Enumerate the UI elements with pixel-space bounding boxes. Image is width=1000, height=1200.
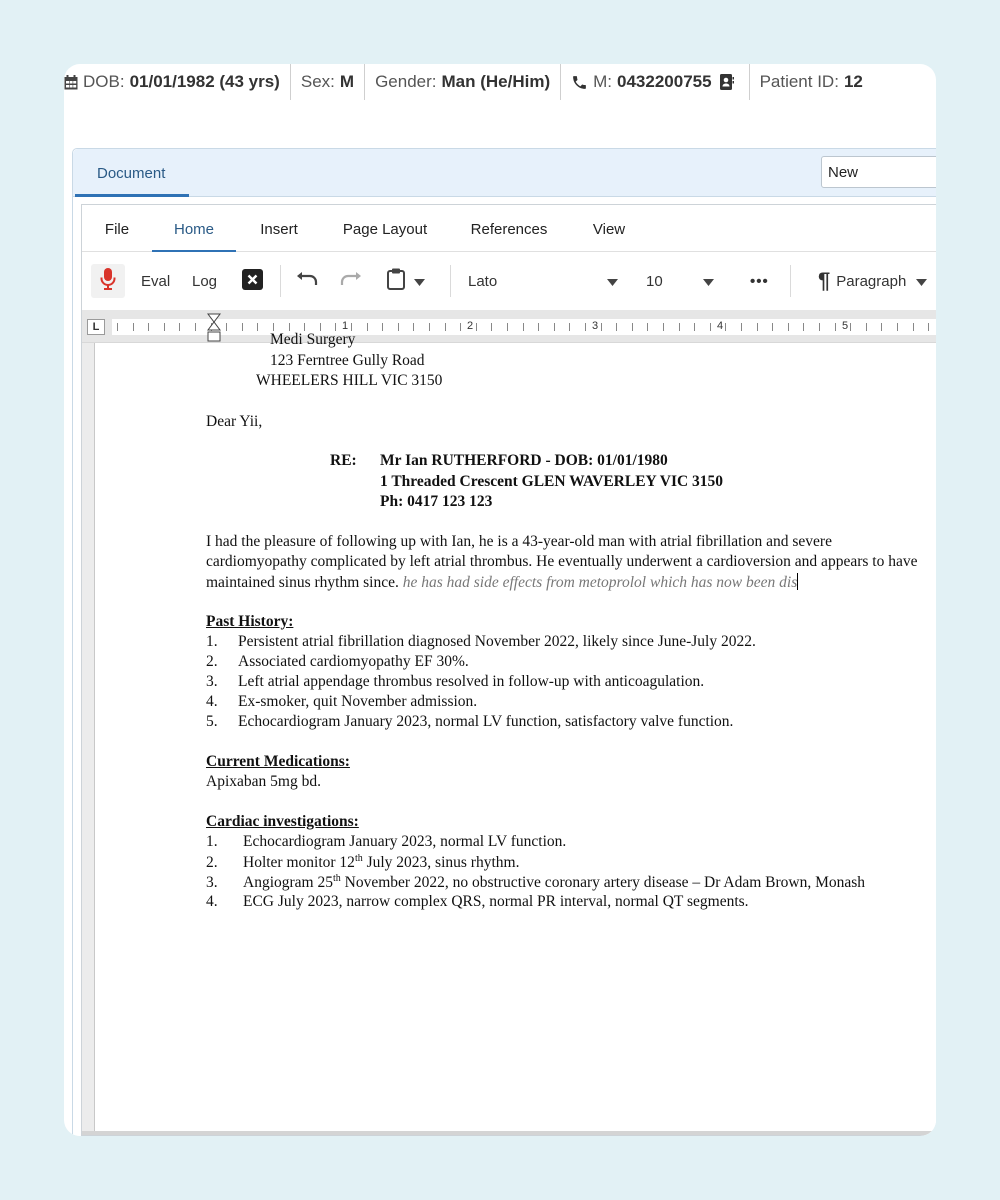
ruler-number: 4 [717, 320, 724, 332]
ruler-tick [788, 323, 789, 331]
medications-text: Apixaban 5mg bd. [206, 773, 321, 790]
dob-value: 01/01/1982 (43 yrs) [129, 72, 280, 91]
ruler-tick [429, 323, 430, 331]
menu-file[interactable] [82, 205, 152, 251]
ruler-tick [632, 323, 633, 331]
more-icon: ••• [750, 272, 769, 290]
ruler-tick [351, 323, 352, 331]
re-patient-address: 1 Threaded Crescent GLEN WAVERLEY VIC 3150 [380, 473, 724, 490]
close-box-icon [242, 269, 263, 294]
text-cursor [797, 573, 798, 590]
ruler-tick [741, 323, 742, 331]
salutation: Dear Yii, [206, 413, 263, 430]
sex-segment [291, 64, 365, 100]
address-city: WHEELERS HILL VIC 3150 [256, 372, 443, 389]
list-item [206, 833, 566, 851]
horizontal-ruler [82, 310, 936, 343]
font-size-select[interactable] [646, 252, 714, 310]
ruler-tick [835, 323, 836, 331]
list-item [206, 653, 469, 671]
ruler-number: 3 [592, 320, 599, 332]
ruler-tick [257, 323, 258, 331]
ruler-tick [850, 323, 851, 331]
list-text: Ex-smoker, quit November admission. [238, 693, 478, 710]
ruler-tick [585, 323, 586, 331]
ruler-tick [694, 323, 695, 331]
re-patient-phone: Ph: 0417 123 123 [380, 493, 493, 510]
patient-id-label: Patient ID: [759, 72, 839, 91]
more-options-button[interactable] [750, 252, 769, 310]
ruler-number: 1 [342, 320, 349, 332]
ruler-tick [928, 323, 929, 331]
phone-icon [571, 74, 588, 91]
list-item [206, 853, 519, 872]
app-card [64, 64, 936, 1136]
ruler-tick [866, 323, 867, 331]
past-history-heading: Past History: [206, 613, 294, 630]
ruler-tick [710, 323, 711, 331]
document-page[interactable] [82, 331, 936, 1136]
toolbar-separator [450, 265, 451, 297]
ruler-tick [179, 323, 180, 331]
re-label: RE: [330, 452, 357, 469]
ruler-tick [569, 323, 570, 331]
medications-heading: Current Medications: [206, 753, 350, 770]
list-text: November 2022, no obstructive coronary artery disease – Dr Adam Brown, Monash [340, 874, 866, 892]
editor-menubar [82, 205, 936, 252]
list-number: 2. [206, 653, 218, 670]
intro-line-3-text: maintained sinus rhythm since. [206, 574, 399, 591]
ruler-tick [242, 323, 243, 331]
ruler-tick [289, 323, 290, 331]
tab-document-label: Document [97, 165, 166, 182]
ruler-tick [647, 323, 648, 331]
tab-document[interactable] [73, 149, 189, 196]
ruler-tick [803, 323, 804, 331]
menu-home-label: Home [173, 221, 214, 238]
ruler-tick [601, 323, 602, 331]
ruler-tick [460, 323, 461, 331]
menu-home[interactable] [152, 205, 236, 251]
toolbar-separator [790, 265, 791, 297]
list-item [206, 693, 477, 711]
ruler-tick [757, 323, 758, 331]
contact-card-icon[interactable] [720, 74, 734, 90]
clear-button[interactable] [242, 252, 263, 310]
ruler-number: 2 [467, 320, 474, 332]
ruler-tick [881, 323, 882, 331]
list-number: 4. [206, 893, 218, 910]
ruler-tick [226, 323, 227, 331]
ordinal-suffix: th [354, 853, 363, 864]
font-family-select[interactable] [468, 252, 618, 310]
font-family-value: Lato [468, 272, 498, 290]
ruler-tick [195, 323, 196, 331]
paragraph-style-value: Paragraph [836, 272, 907, 290]
sex-value: M [339, 72, 355, 91]
menu-page-layout-label: Page Layout [342, 221, 428, 238]
clipboard-icon [386, 268, 406, 294]
patient-info-bar [64, 64, 936, 100]
menu-view[interactable] [570, 205, 648, 251]
list-text: Echocardiogram January 2023, normal LV function. [243, 833, 567, 850]
menu-references[interactable] [448, 205, 570, 251]
undo-icon [296, 271, 318, 291]
ruler-tick [897, 323, 898, 331]
list-text: Angiogram 25 [243, 874, 333, 892]
calendar-icon [64, 75, 78, 90]
ruler-tick [117, 323, 118, 331]
ruler-tick [382, 323, 383, 331]
ruler-tick [476, 323, 477, 331]
list-text: July 2023, sinus rhythm. [362, 854, 520, 872]
ruler-number: 5 [842, 320, 849, 332]
toolbar-separator [280, 265, 281, 297]
address-line-partial: Medi Surgery [270, 331, 356, 348]
ruler-tick [507, 323, 508, 331]
list-item [206, 673, 704, 691]
dob-label: DOB: [83, 72, 125, 91]
gender-label: Gender: [375, 72, 437, 91]
mobile-value: 0432200755 [617, 72, 712, 91]
active-tab-indicator [75, 194, 189, 197]
mobile-segment [561, 64, 749, 100]
document-panel-header [73, 149, 936, 197]
chevron-down-icon [916, 273, 927, 290]
ruler-tick [413, 323, 414, 331]
microphone-icon [100, 268, 116, 294]
list-number: 2. [206, 854, 218, 872]
list-number: 5. [206, 713, 218, 730]
ai-suggestion-text[interactable]: he has had side effects from metoprolol which has now been dis [402, 574, 798, 591]
eval-button[interactable] [141, 252, 170, 310]
menu-page-layout[interactable] [322, 205, 448, 251]
intro-line-3 [206, 573, 798, 592]
list-text: Associated cardiomyopathy EF 30%. [238, 653, 469, 670]
eval-label: Eval [141, 272, 171, 290]
ruler-tick [133, 323, 134, 331]
mobile-label: M: [593, 72, 613, 91]
paste-button[interactable] [386, 252, 425, 310]
menu-insert[interactable] [236, 205, 322, 251]
dictation-button[interactable] [91, 264, 125, 298]
letter-body[interactable] [82, 331, 936, 1133]
list-text: Persistent atrial fibrillation diagnosed November 2022, likely since June-July 2022. [238, 633, 756, 650]
list-item [206, 893, 749, 911]
pilcrow-icon: ¶ [818, 268, 831, 293]
menu-references-label: References [470, 221, 548, 238]
ruler-tick [663, 323, 664, 331]
ruler-tick [819, 323, 820, 331]
menu-file-label: File [104, 221, 130, 238]
ruler-tick [273, 323, 274, 331]
ruler-tick [913, 323, 914, 331]
ruler-tick [148, 323, 149, 331]
list-item [206, 873, 865, 892]
page-bottom-border [82, 1131, 936, 1136]
paragraph-style-select[interactable] [818, 252, 927, 310]
ruler-tick [398, 323, 399, 331]
log-button[interactable] [192, 252, 217, 310]
ruler-tick [491, 323, 492, 331]
dob-segment [64, 64, 291, 100]
re-patient-name: Mr Ian RUTHERFORD - DOB: 01/01/1980 [380, 452, 668, 469]
redo-icon [340, 271, 362, 291]
ruler-tick [772, 323, 773, 331]
chevron-down-icon [607, 273, 618, 290]
list-text: Echocardiogram January 2023, normal LV function, satisfactory valve function. [238, 713, 734, 730]
ruler-tick [725, 323, 726, 331]
ruler-tick [445, 323, 446, 331]
log-label: Log [192, 272, 218, 290]
address-street: 123 Ferntree Gully Road [270, 352, 425, 369]
menu-insert-label: Insert [260, 221, 298, 238]
menu-view-label: View [592, 221, 626, 238]
list-number: 1. [206, 633, 218, 650]
gender-value: Man (He/Him) [441, 72, 551, 91]
list-number: 3. [206, 874, 218, 892]
chevron-down-icon [414, 273, 425, 290]
ruler-tick [164, 323, 165, 331]
investigations-heading: Cardiac investigations: [206, 813, 359, 830]
ruler-tick [304, 323, 305, 331]
document-panel [72, 148, 936, 1136]
undo-button[interactable] [296, 252, 318, 310]
ruler-tick [538, 323, 539, 331]
redo-button[interactable] [340, 252, 362, 310]
ruler-scale [112, 319, 936, 335]
intro-line-1: I had the pleasure of following up with Ian, he is a 43-year-old man with atrial fibrillation and severe [206, 533, 832, 550]
list-item [206, 713, 733, 731]
list-number: 3. [206, 673, 218, 690]
list-text: ECG July 2023, narrow complex QRS, normal PR interval, normal QT segments. [243, 893, 749, 910]
list-number: 4. [206, 693, 218, 710]
gender-segment [365, 64, 561, 100]
patient-id-segment [750, 64, 873, 100]
ruler-tick [616, 323, 617, 331]
document-status-select[interactable]: New [821, 156, 936, 188]
list-text: Holter monitor 12 [243, 854, 355, 872]
ruler-tick [679, 323, 680, 331]
tab-stop-selector[interactable]: L [87, 319, 105, 335]
ruler-tick [554, 323, 555, 331]
patient-id-value: 12 [843, 72, 863, 91]
ruler-tick [320, 323, 321, 331]
intro-line-2: cardiomyopathy complicated by left atrial thrombus. He eventually underwent a cardioversion and appears to have [206, 553, 918, 570]
list-text: Left atrial appendage thrombus resolved in follow-up with anticoagulation. [238, 673, 705, 690]
ruler-tick [367, 323, 368, 331]
rich-text-editor [81, 204, 936, 1136]
editor-toolbar [82, 252, 936, 310]
ruler-tick [335, 323, 336, 331]
ordinal-suffix: th [332, 873, 341, 884]
sex-label: Sex: [300, 72, 335, 91]
list-number: 1. [206, 833, 218, 850]
ruler-tick [523, 323, 524, 331]
font-size-value: 10 [646, 272, 663, 290]
list-item [206, 633, 756, 651]
chevron-down-icon [703, 273, 714, 290]
